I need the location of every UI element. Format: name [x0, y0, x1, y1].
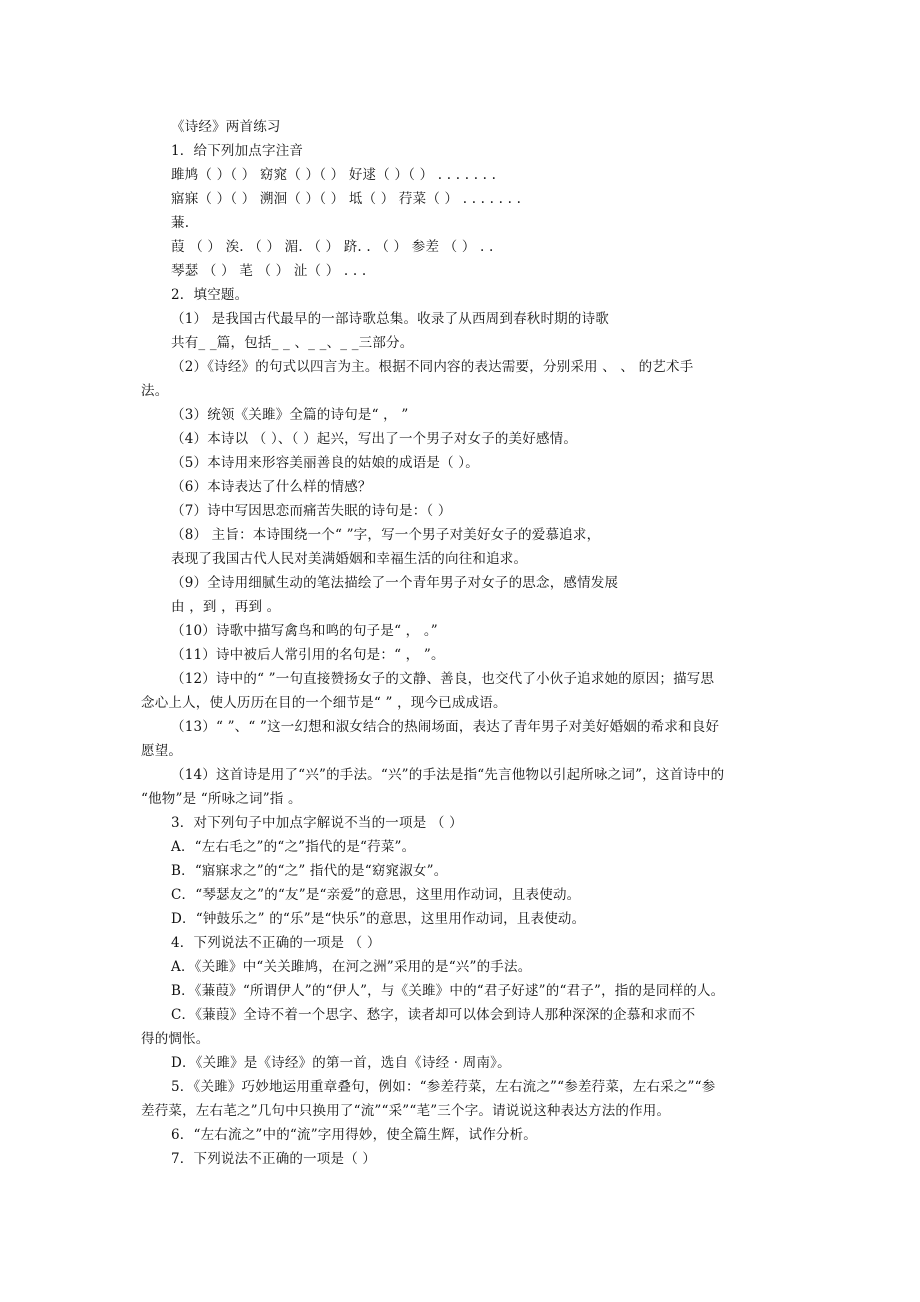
question-7: 7．下列说法不正确的一项是（ ）	[171, 1151, 377, 1167]
fill-item-2: （2）《诗经》的句式以四言为主。根据不同内容的表达需要，分别采用 、 、 的艺术手	[171, 359, 694, 375]
fill-item-1: （1） 是我国古代最早的一部诗歌总集。收录了从西周到春秋时期的诗歌	[171, 311, 609, 327]
question-3-option-c: C．“琴瑟友之”的“友”是“亲爱”的意思，这里用作动词，且表使动。	[171, 887, 581, 903]
fill-item-8-cont: 表现了我国古代人民对美满婚姻和幸福生活的向往和追求。	[171, 551, 528, 567]
fill-item-9: （9）全诗用细腻生动的笔法描绘了一个青年男子对女子的思念，感情发展	[171, 575, 619, 591]
question-3-option-a: A．“左右毛之”的“之”指代的是“荇菜”。	[171, 839, 416, 855]
question-4-option-c: C．《蒹葭》全诗不着一个思字、愁字，读者却可以体会到诗人那种深深的企慕和求而不	[171, 1007, 696, 1023]
fill-item-10: （10）诗歌中描写禽鸟和鸣的句子是“ ， 。”	[171, 623, 438, 639]
fill-item-9-cont: 由 ，到 ，再到 。	[171, 599, 281, 615]
question-6: 6．“左右流之”中的“流”字用得妙，使全篇生辉，试作分析。	[171, 1127, 537, 1143]
question-4-option-b: B．《蒹葭》“所谓伊人”的“伊人”，与《关雎》中的“君子好逑”的“君子”，指的是同样的人。	[171, 983, 725, 999]
fill-item-1-cont: 共有_ _篇，包括_ _ 、_ _、_ _三部分。	[171, 335, 414, 351]
fill-item-4: （4）本诗以 （ ）、（ ）起兴，写出了一个男子对女子的美好感情。	[171, 431, 578, 447]
fill-item-2-cont: 法。	[141, 383, 169, 399]
question-5-cont: 差荇菜，左右芼之”几句中只换用了“流”“采”“芼”三个字。请说说这种表达方法的作用。	[141, 1103, 671, 1119]
fill-item-12: （12）诗中的“ ”一句直接赞扬女子的文静、善良，也交代了小伙子追求她的原因；描写思	[171, 671, 715, 687]
fill-item-13-cont: 愿望。	[141, 743, 183, 759]
question-3-heading: 3．对下列句子中加点字解说不当的一项是 （ ）	[171, 815, 463, 831]
fill-item-7: （7）诗中写因思恋而痛苦失眠的诗句是：（ ）	[171, 503, 452, 519]
question-2-heading: 2．填空题。	[171, 287, 249, 303]
fill-item-3: （3）统领《关雎》全篇的诗句是“ ， ”	[171, 407, 409, 423]
pinyin-row-2: 寤寐（ ）（ ） 溯洄（ ）（ ） 坻（ ） 荇菜（ ） . . . . . . .	[171, 191, 522, 207]
pinyin-row-5: 琴瑟 （ ） 芼 （ ） 沚（ ） . . .	[171, 263, 367, 279]
fill-item-5: （5）本诗用来形容美丽善良的姑娘的成语是（ ）。	[171, 455, 479, 471]
fill-item-11: （11）诗中被后人常引用的名句是：“ ， ”。	[171, 647, 445, 663]
question-4-option-d: D．《关雎》是《诗经》的第一首，选自《诗经 · 周南》。	[171, 1055, 511, 1071]
fill-item-14: （14）这首诗是用了“兴”的手法。“兴”的手法是指“先言他物以引起所咏之词”，这首诗中的	[171, 767, 725, 783]
question-3-option-d: D．“钟鼓乐之” 的“乐”是“快乐”的意思，这里用作动词，且表使动。	[171, 911, 586, 927]
pinyin-row-3: 蒹.	[171, 215, 190, 231]
pinyin-row-1: 雎鸠（ ）（ ） 窈窕（ ）（ ） 好逑（ ）（ ） . . . . . . .	[171, 167, 497, 183]
fill-item-14-cont: “他物”是 “所咏之词”指 。	[141, 791, 302, 807]
document-title: 《诗经》两首练习	[171, 119, 281, 135]
question-4-option-c-cont: 得的惆怅。	[141, 1031, 210, 1047]
fill-item-8: （8） 主旨：本诗围绕一个“ ”字，写一个男子对美好女子的爱慕追求，	[171, 527, 601, 543]
fill-item-6: （6）本诗表达了什么样的情感？	[171, 479, 372, 495]
fill-item-13: （13）“ ”、“ ”这一幻想和淑女结合的热闹场面，表达了青年男子对美好婚姻的希求和良好	[171, 719, 720, 735]
question-4-option-a: A．《关雎》中“关关雎鸠，在河之洲”采用的是“兴”的手法。	[171, 959, 532, 975]
question-1-heading: 1．给下列加点字注音	[171, 143, 304, 159]
question-5: 5．《关雎》巧妙地运用重章叠句，例如：“参差荇菜，左右流之”“参差荇菜，左右采之”“参	[171, 1079, 716, 1095]
question-4-heading: 4．下列说法不正确的一项是 （ ）	[171, 935, 381, 951]
question-3-option-b: B．“寤寐求之”的“之” 指代的是“窈窕淑女”。	[171, 863, 448, 879]
pinyin-row-4: 葭 （ ） 涘. （ ） 湄. （ ） 跻. . （ ） 参差 （ ） . .	[171, 239, 494, 255]
fill-item-12-cont: 念心上人，使人历历在目的一个细节是“ ” ，现今已成成语。	[141, 695, 507, 711]
